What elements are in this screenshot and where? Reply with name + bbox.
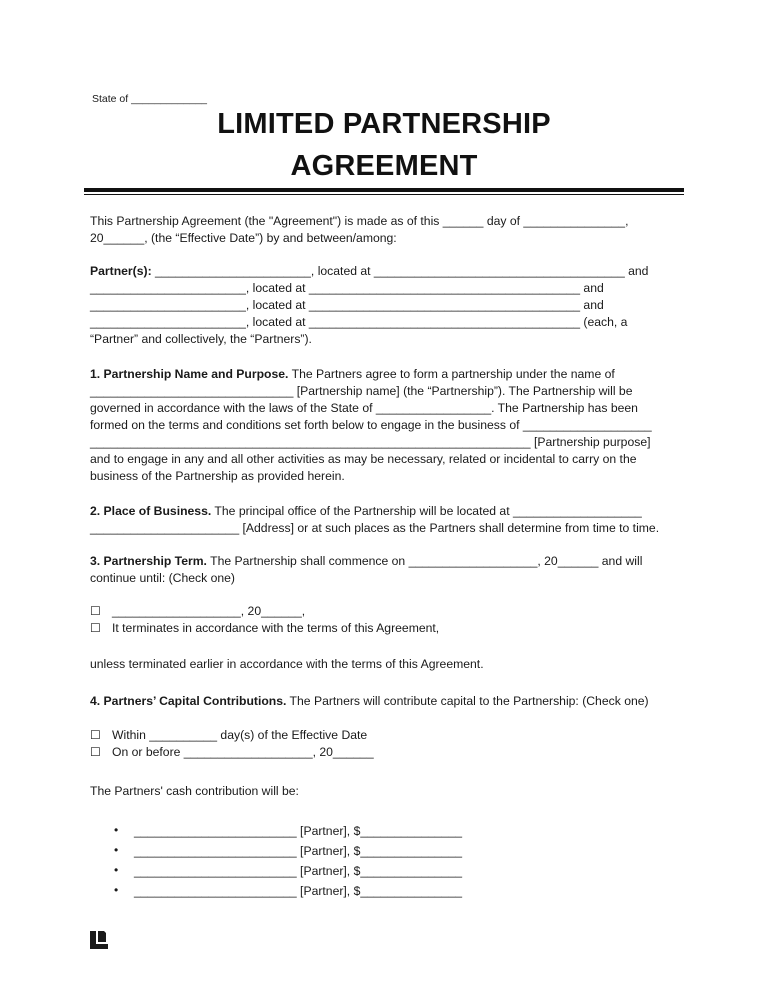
section-1-line-1: [90, 366, 615, 383]
contribution-option-before-text[interactable]: On or before ___________________, 20______: [112, 745, 374, 759]
section-2-text[interactable]: The principal office of the Partnership will be located at ___________________: [211, 504, 642, 518]
contribution-option-before[interactable]: [90, 744, 374, 761]
section-2-line-2[interactable]: ______________________ [Address] or at such places as the Partners shall determine from time to time.: [90, 521, 660, 535]
partners-line-3[interactable]: _______________________, located at ________________________________________ and: [90, 298, 604, 312]
section-1-heading: 1. Partnership Name and Purpose.: [90, 367, 289, 381]
term-option-date-text[interactable]: ___________________, 20______,: [112, 604, 306, 618]
section-3-heading: 3. Partnership Term.: [90, 554, 207, 568]
bullet-icon: •: [114, 843, 119, 857]
section-1-line-6: and to engage in any and all other activities as may be necessary, related or incidental to carry on the: [90, 452, 637, 466]
checkbox-icon[interactable]: ☐: [90, 621, 101, 635]
section-1-text: The Partners agree to form a partnership under the name of: [288, 367, 615, 381]
checkbox-icon[interactable]: ☐: [90, 745, 101, 759]
bullet-icon: •: [114, 823, 119, 837]
cash-contribution-item[interactable]: ________________________ [Partner], $_______________: [134, 824, 463, 838]
document-title-line-1: LIMITED PARTNERSHIP: [217, 108, 551, 140]
partners-line-5: “Partner” and collectively, the “Partners”).: [90, 332, 312, 346]
section-1-line-7: business of the Partnership as provided herein.: [90, 469, 345, 483]
partners-line-2[interactable]: _______________________, located at ________________________________________ and: [90, 281, 604, 295]
cash-contribution-item[interactable]: ________________________ [Partner], $_______________: [134, 864, 463, 878]
title-divider-thick: [84, 188, 684, 192]
term-option-agreement-text: It terminates in accordance with the terms of this Agreement,: [112, 621, 440, 635]
document-title-line-2: AGREEMENT: [290, 150, 478, 182]
section-2-heading: 2. Place of Business.: [90, 504, 212, 518]
section-1-line-5[interactable]: _________________________________________________________________ [Partnership purpose]: [90, 435, 651, 449]
cash-contribution-item[interactable]: ________________________ [Partner], $_______________: [134, 844, 463, 858]
partners-line-1-text[interactable]: _______________________, located at _____________________________________ and: [151, 264, 649, 278]
intro-line-2[interactable]: 20______, (the “Effective Date”) by and between/among:: [90, 231, 397, 245]
cash-contribution-item[interactable]: ________________________ [Partner], $_______________: [134, 884, 463, 898]
cash-contribution-label: The Partners' cash contribution will be:: [90, 784, 299, 798]
term-option-date[interactable]: [90, 603, 305, 620]
contribution-option-within[interactable]: [90, 727, 367, 744]
section-1-line-2[interactable]: ______________________________ [Partnership name] (the “Partnership”). The Partnership will be: [90, 384, 633, 398]
section-1-line-3[interactable]: governed in accordance with the laws of the State of _________________. The Partnership has been: [90, 401, 638, 415]
term-option-agreement[interactable]: [90, 620, 439, 637]
contribution-option-within-text[interactable]: Within __________ day(s) of the Effective Date: [112, 728, 368, 742]
intro-line-1[interactable]: This Partnership Agreement (the "Agreement") is made as of this ______ day of _______________,: [90, 214, 629, 228]
title-divider-thin: [84, 194, 684, 195]
section-3-text[interactable]: The Partnership shall commence on ___________________, 20______ and will: [206, 554, 643, 568]
section-4-text: The Partners will contribute capital to the Partnership: (Check one): [286, 694, 649, 708]
section-3-line-1[interactable]: [90, 553, 642, 570]
section-4-heading: 4. Partners’ Capital Contributions.: [90, 694, 287, 708]
bullet-icon: •: [114, 883, 119, 897]
legal-templates-logo-icon: [90, 931, 108, 949]
checkbox-icon[interactable]: ☐: [90, 728, 101, 742]
partners-label: Partner(s):: [90, 264, 152, 278]
section-2-line-1[interactable]: [90, 503, 642, 520]
partners-line-1[interactable]: [90, 263, 648, 280]
section-4-line-1: [90, 693, 649, 710]
checkbox-icon[interactable]: ☐: [90, 604, 101, 618]
section-3-line-2: continue until: (Check one): [90, 571, 235, 585]
bullet-icon: •: [114, 863, 119, 877]
section-1-line-4[interactable]: formed on the terms and conditions set forth below to engage in the business of ___________________: [90, 418, 652, 432]
section-3-footer: unless terminated earlier in accordance with the terms of this Agreement.: [90, 657, 484, 671]
partners-line-4[interactable]: _______________________, located at ________________________________________ (each, a: [90, 315, 628, 329]
state-of-field[interactable]: State of _____________: [92, 93, 208, 105]
